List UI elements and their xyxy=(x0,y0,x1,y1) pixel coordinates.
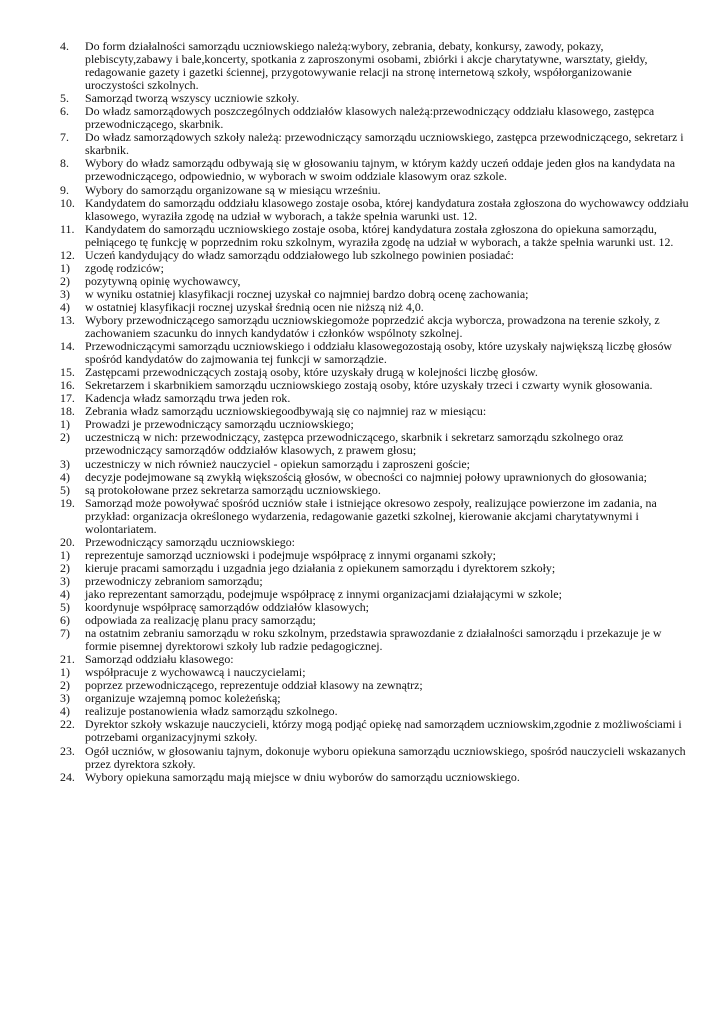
item-number: 4) xyxy=(60,469,70,484)
item-text: uczestniczy w nich również nauczyciel - opiekun samorządu i zaproszeni goście; xyxy=(85,456,470,471)
list-item xyxy=(60,262,690,275)
item-text: Wybory do samorządu organizowane są w miesiącu wrześniu. xyxy=(85,182,381,197)
item-text: zgodę rodziców; xyxy=(85,260,164,275)
item-number: 5) xyxy=(60,600,70,615)
item-text: Ogół uczniów, w głosowaniu tajnym, dokonuje wyboru opiekuna samorządu uczniowskiego, spośród nauczycieli wskazanych przez dyrektora szkoły. xyxy=(85,743,686,771)
item-text: Zastępcami przewodniczących zostają osoby, które uzyskały drugą w kolejności liczbę głosów. xyxy=(85,365,538,380)
item-number: 18. xyxy=(60,404,75,419)
item-text: jako reprezentant samorządu, podejmuje współpracę z innymi organizacjami działającymi w szkole; xyxy=(85,586,562,601)
item-text: Kandydatem do samorządu uczniowskiego zostaje osoba, której kandydatura została zgłoszona do opiekuna samorządu, pełniącego tę funkcję w poprzednim roku szkolnym, wyraziła zgodę na udział w wyborach, a także spełnia warunki ust. 12. xyxy=(85,221,674,249)
item-number: 2) xyxy=(60,273,70,288)
list-item xyxy=(60,223,690,249)
item-number: 8. xyxy=(60,156,69,171)
item-text: odpowiada za realizację planu pracy samorządu; xyxy=(85,613,316,628)
item-number: 13. xyxy=(60,312,75,327)
list-item xyxy=(60,314,690,340)
item-text: Przewodniczącymi samorządu uczniowskiego i oddziału klasowegozostają osoby, które uzyskały największą liczbę głosów spośród kandydatów do zajmowania tej funkcji w samorządzie. xyxy=(85,339,672,367)
list-item xyxy=(60,340,690,366)
item-text: Do władz samorządowych szkoły należą: przewodniczący samorządu uczniowskiego, zastępca przewodniczącego, sekretarz i skarbnik. xyxy=(85,130,684,158)
item-text: kieruje pracami samorządu i uzgadnia jego działania z opiekunem samorządu i dyrektorem szkoły; xyxy=(85,560,556,575)
list-item xyxy=(60,40,690,92)
item-text: uczestniczą w nich: przewodniczący, zastępca przewodniczącego, skarbnik i sekretarz samorządu szkolnego oraz przewodniczący samorządów oddziałów klasowych, z prawem głosu; xyxy=(85,430,624,458)
list-item xyxy=(60,105,690,131)
item-text: Wybory przewodniczącego samorządu uczniowskiegomoże poprzedzić akcja wyborcza, prowadzona na terenie szkoły, z zachowaniem szacunku do innych kandydatów i członków wspólnoty szkolnej. xyxy=(85,312,660,341)
item-number: 12. xyxy=(60,247,75,262)
item-text: pozytywną opinię wychowawcy, xyxy=(85,273,241,288)
item-text: reprezentuje samorząd uczniowski i podejmuje współpracę z innymi organami szkoły; xyxy=(85,547,496,562)
list-item xyxy=(60,718,690,744)
item-number: 17. xyxy=(60,391,75,406)
item-number: 5. xyxy=(60,91,69,106)
item-text: poprzez przewodniczącego, reprezentuje oddział klasowy na zewnątrz; xyxy=(85,678,423,693)
item-number: 20. xyxy=(60,534,75,549)
list-item xyxy=(60,288,690,301)
list-item xyxy=(60,549,690,562)
list-item xyxy=(60,157,690,183)
item-text: Wybory do władz samorządu odbywają się w głosowaniu tajnym, w którym każdy uczeń oddaje jeden głos na kandydata na przewodniczącego, odpowiednio, w wyborach w swoim oddziale klasowym oraz szkole. xyxy=(85,156,676,184)
item-number: 3) xyxy=(60,573,70,588)
item-number: 24. xyxy=(60,769,75,784)
item-text: Kadencja władz samorządu trwa jeden rok. xyxy=(85,391,291,406)
item-text: Uczeń kandydujący do władz samorządu oddziałowego lub szkolnego powinien posiadać: xyxy=(85,247,514,262)
item-text: Samorząd tworzą wszyscy uczniowie szkoły. xyxy=(85,91,300,106)
list-item xyxy=(60,458,690,471)
list-item xyxy=(60,484,690,497)
item-number: 11. xyxy=(60,221,75,236)
item-text: koordynuje współpracę samorządów oddziałów klasowych; xyxy=(85,600,369,615)
item-text: Dyrektor szkoły wskazuje nauczycieli, którzy mogą podjąć opiekę nad samorządem uczniowskim,zgodnie z możliwościami i potrzebami organizacyjnymi szkoły. xyxy=(85,717,682,745)
item-text: Kandydatem do samorządu oddziału klasowego zostaje osoba, której kandydatura została zgłoszona do wychowawcy oddziału klasowego, wyraziła zgodę na udział w wyborach, a także spełnia warunki ust. 12. xyxy=(85,195,689,223)
list-item xyxy=(60,249,690,262)
item-text: w ostatniej klasyfikacji rocznej uzyskał średnią ocen nie niższą niż 4,0. xyxy=(85,299,424,314)
item-number: 4) xyxy=(60,704,70,719)
item-number: 14. xyxy=(60,339,75,354)
item-number: 7. xyxy=(60,130,69,145)
item-number: 19. xyxy=(60,495,75,510)
item-number: 23. xyxy=(60,743,75,758)
list-item xyxy=(60,575,690,588)
list-item xyxy=(60,431,690,457)
list-item xyxy=(60,184,690,197)
item-number: 3) xyxy=(60,456,70,471)
item-text: Samorząd oddziału klasowego: xyxy=(85,652,234,667)
list-item xyxy=(60,536,690,549)
item-text: decyzje podejmowane są zwykłą większością głosów, w obecności co najmniej połowy uprawnionych do głosowania; xyxy=(85,469,647,484)
item-text: są protokołowane przez sekretarza samorządu uczniowskiego. xyxy=(85,482,381,497)
list-item xyxy=(60,275,690,288)
item-number: 1) xyxy=(60,417,70,432)
item-text: na ostatnim zebraniu samorządu w roku szkolnym, przedstawia sprawozdanie z działalności samorządu i przekazuje je w formie pisemnej dyrektorowi szkoły lub radzie pedagogicznej. xyxy=(85,626,662,654)
item-text: Prowadzi je przewodniczący samorządu uczniowskiego; xyxy=(85,417,354,432)
item-text: Do władz samorządowych poszczególnych oddziałów klasowych należą:przewodniczący oddziału klasowego, zastępca przewodniczącego, skarbnik. xyxy=(85,104,655,132)
list-item xyxy=(60,497,690,536)
list-item xyxy=(60,771,690,784)
item-number: 6. xyxy=(60,104,69,119)
list-item xyxy=(60,745,690,771)
item-number: 4) xyxy=(60,299,70,314)
item-number: 5) xyxy=(60,482,70,497)
item-number: 3) xyxy=(60,691,70,706)
item-number: 2) xyxy=(60,560,70,575)
item-number: 1) xyxy=(60,260,70,275)
item-text: realizuje postanowienia władz samorządu szkolnego. xyxy=(85,704,338,719)
item-number: 3) xyxy=(60,286,70,301)
item-number: 4) xyxy=(60,586,70,601)
item-text: Do form działalności samorządu uczniowskiego należą:wybory, zebrania, debaty, konkursy, zawody, pokazy, plebiscyty,zabawy i bale,koncerty, spotkania z zaproszonymi osobami, zbiórki i akcje charytatywne, warsztaty, giełdy, redagowanie gazety i gazetki ściennej, przygotowywanie relacji na stronę internetową szkoły, współorganizowanie uroczystości szkolnych. xyxy=(85,39,648,93)
item-text: współpracuje z wychowawcą i nauczycielami; xyxy=(85,665,306,680)
item-number: 2) xyxy=(60,678,70,693)
item-number: 1) xyxy=(60,665,70,680)
list-item xyxy=(60,627,690,653)
item-text: organizuje wzajemną pomoc koleżeńską; xyxy=(85,691,281,706)
item-text: Zebrania władz samorządu uczniowskiegoodbywają się co najmniej raz w miesiącu: xyxy=(85,404,487,419)
item-text: Sekretarzem i skarbnikiem samorządu uczniowskiego zostają osoby, które uzyskały trzeci i czwarty wynik głosowania. xyxy=(85,378,653,393)
item-number: 15. xyxy=(60,365,75,380)
list-item xyxy=(60,197,690,223)
item-number: 2) xyxy=(60,430,70,445)
item-number: 7) xyxy=(60,626,70,641)
list-item xyxy=(60,562,690,575)
item-text: Przewodniczący samorządu uczniowskiego: xyxy=(85,534,295,549)
item-number: 1) xyxy=(60,547,70,562)
item-number: 21. xyxy=(60,652,75,667)
item-number: 16. xyxy=(60,378,75,393)
item-number: 22. xyxy=(60,717,75,732)
item-number: 9. xyxy=(60,182,69,197)
item-text: w wyniku ostatniej klasyfikacji rocznej uzyskał co najmniej bardzo dobrą ocenę zachowania; xyxy=(85,286,529,301)
item-text: Samorząd może powoływać spośród uczniów stałe i istniejące okresowo zespoły, realizujące powierzone im zadania, na przykład: organizacja określonego wydarzenia, redagowanie gazetki szkolnej, kierowanie akcjami charytatywnymi i wolontariatem. xyxy=(85,495,657,536)
item-number: 4. xyxy=(60,39,69,53)
item-text: Wybory opiekuna samorządu mają miejsce w dniu wyborów do samorządu uczniowskiego. xyxy=(85,769,520,784)
item-number: 10. xyxy=(60,195,75,210)
list-item xyxy=(60,131,690,157)
item-text: przewodniczy zebraniom samorządu; xyxy=(85,573,263,588)
regulation-list xyxy=(60,40,690,784)
list-item xyxy=(60,471,690,484)
item-number: 6) xyxy=(60,613,70,628)
